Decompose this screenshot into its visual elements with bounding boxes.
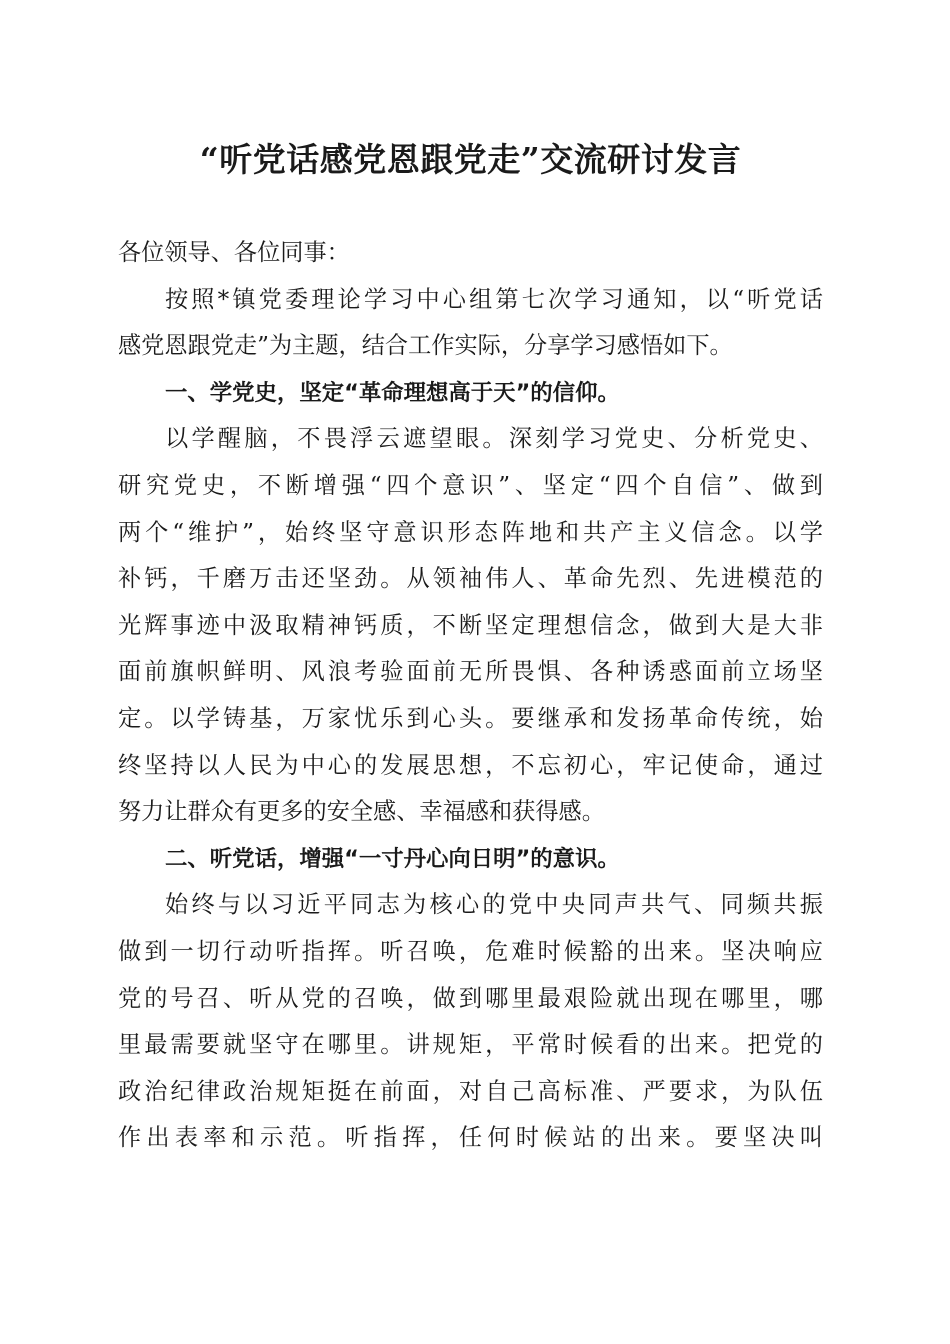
section-heading: 二、听党话，增强“一寸丹心向日明”的意识。 bbox=[165, 845, 620, 872]
body-text-line: 光辉事迹中汲取精神钙质，不断坚定理想信念，做到大是大非 bbox=[118, 611, 823, 639]
body-text-line: 政治纪律政治规矩挺在前面，对自己高标准、严要求，为队伍 bbox=[118, 1077, 823, 1105]
body-text-line: 以学醒脑，不畏浮云遮望眼。深刻学习党史、分析党史、 bbox=[165, 425, 823, 453]
body-text-line: 两个“维护”，始终坚守意识形态阵地和共产主义信念。以学 bbox=[118, 518, 823, 546]
body-text-line: 里最需要就坚守在哪里。讲规矩，平常时候看的出来。把党的 bbox=[118, 1031, 823, 1059]
body-text-line: 感党恩跟党走”为主题，结合工作实际，分享学习感悟如下。 bbox=[118, 332, 733, 360]
document-title: “听党话感党恩跟党走”交流研讨发言 bbox=[199, 140, 742, 179]
salutation-line: 各位领导、各位同事： bbox=[118, 239, 350, 266]
body-text-line: 定。以学铸基，万家忧乐到心头。要继承和发扬革命传统，始 bbox=[118, 704, 823, 732]
body-text-line: 终坚持以人民为中心的发展思想，不忘初心，牢记使命，通过 bbox=[118, 751, 823, 779]
document-body bbox=[118, 230, 823, 1162]
body-text-line: 按照*镇党委理论学习中心组第七次学习通知，以“听党话 bbox=[165, 285, 823, 313]
body-text-line: 党的号召、听从党的召唤，做到哪里最艰险就出现在哪里，哪 bbox=[118, 984, 823, 1012]
body-text-line: 始终与以习近平同志为核心的党中央同声共气、同频共振 bbox=[165, 891, 823, 919]
body-text-line: 面前旗帜鲜明、风浪考验面前无所畏惧、各种诱惑面前立场坚 bbox=[118, 658, 823, 686]
body-text-line: 补钙，千磨万击还坚劲。从领袖伟人、革命先烈、先进模范的 bbox=[118, 565, 823, 593]
body-text-line: 努力让群众有更多的安全感、幸福感和获得感。 bbox=[118, 798, 605, 826]
body-text-line: 作出表率和示范。听指挥，任何时候站的出来。要坚决叫 bbox=[118, 1124, 823, 1152]
body-text-line: 研究党史，不断增强“四个意识”、坚定“四个自信”、做到 bbox=[118, 471, 823, 499]
body-text-line: 做到一切行动听指挥。听召唤，危难时候豁的出来。坚决响应 bbox=[118, 937, 823, 965]
section-heading: 一、学党史，坚定“革命理想高于天”的信仰。 bbox=[165, 379, 620, 406]
